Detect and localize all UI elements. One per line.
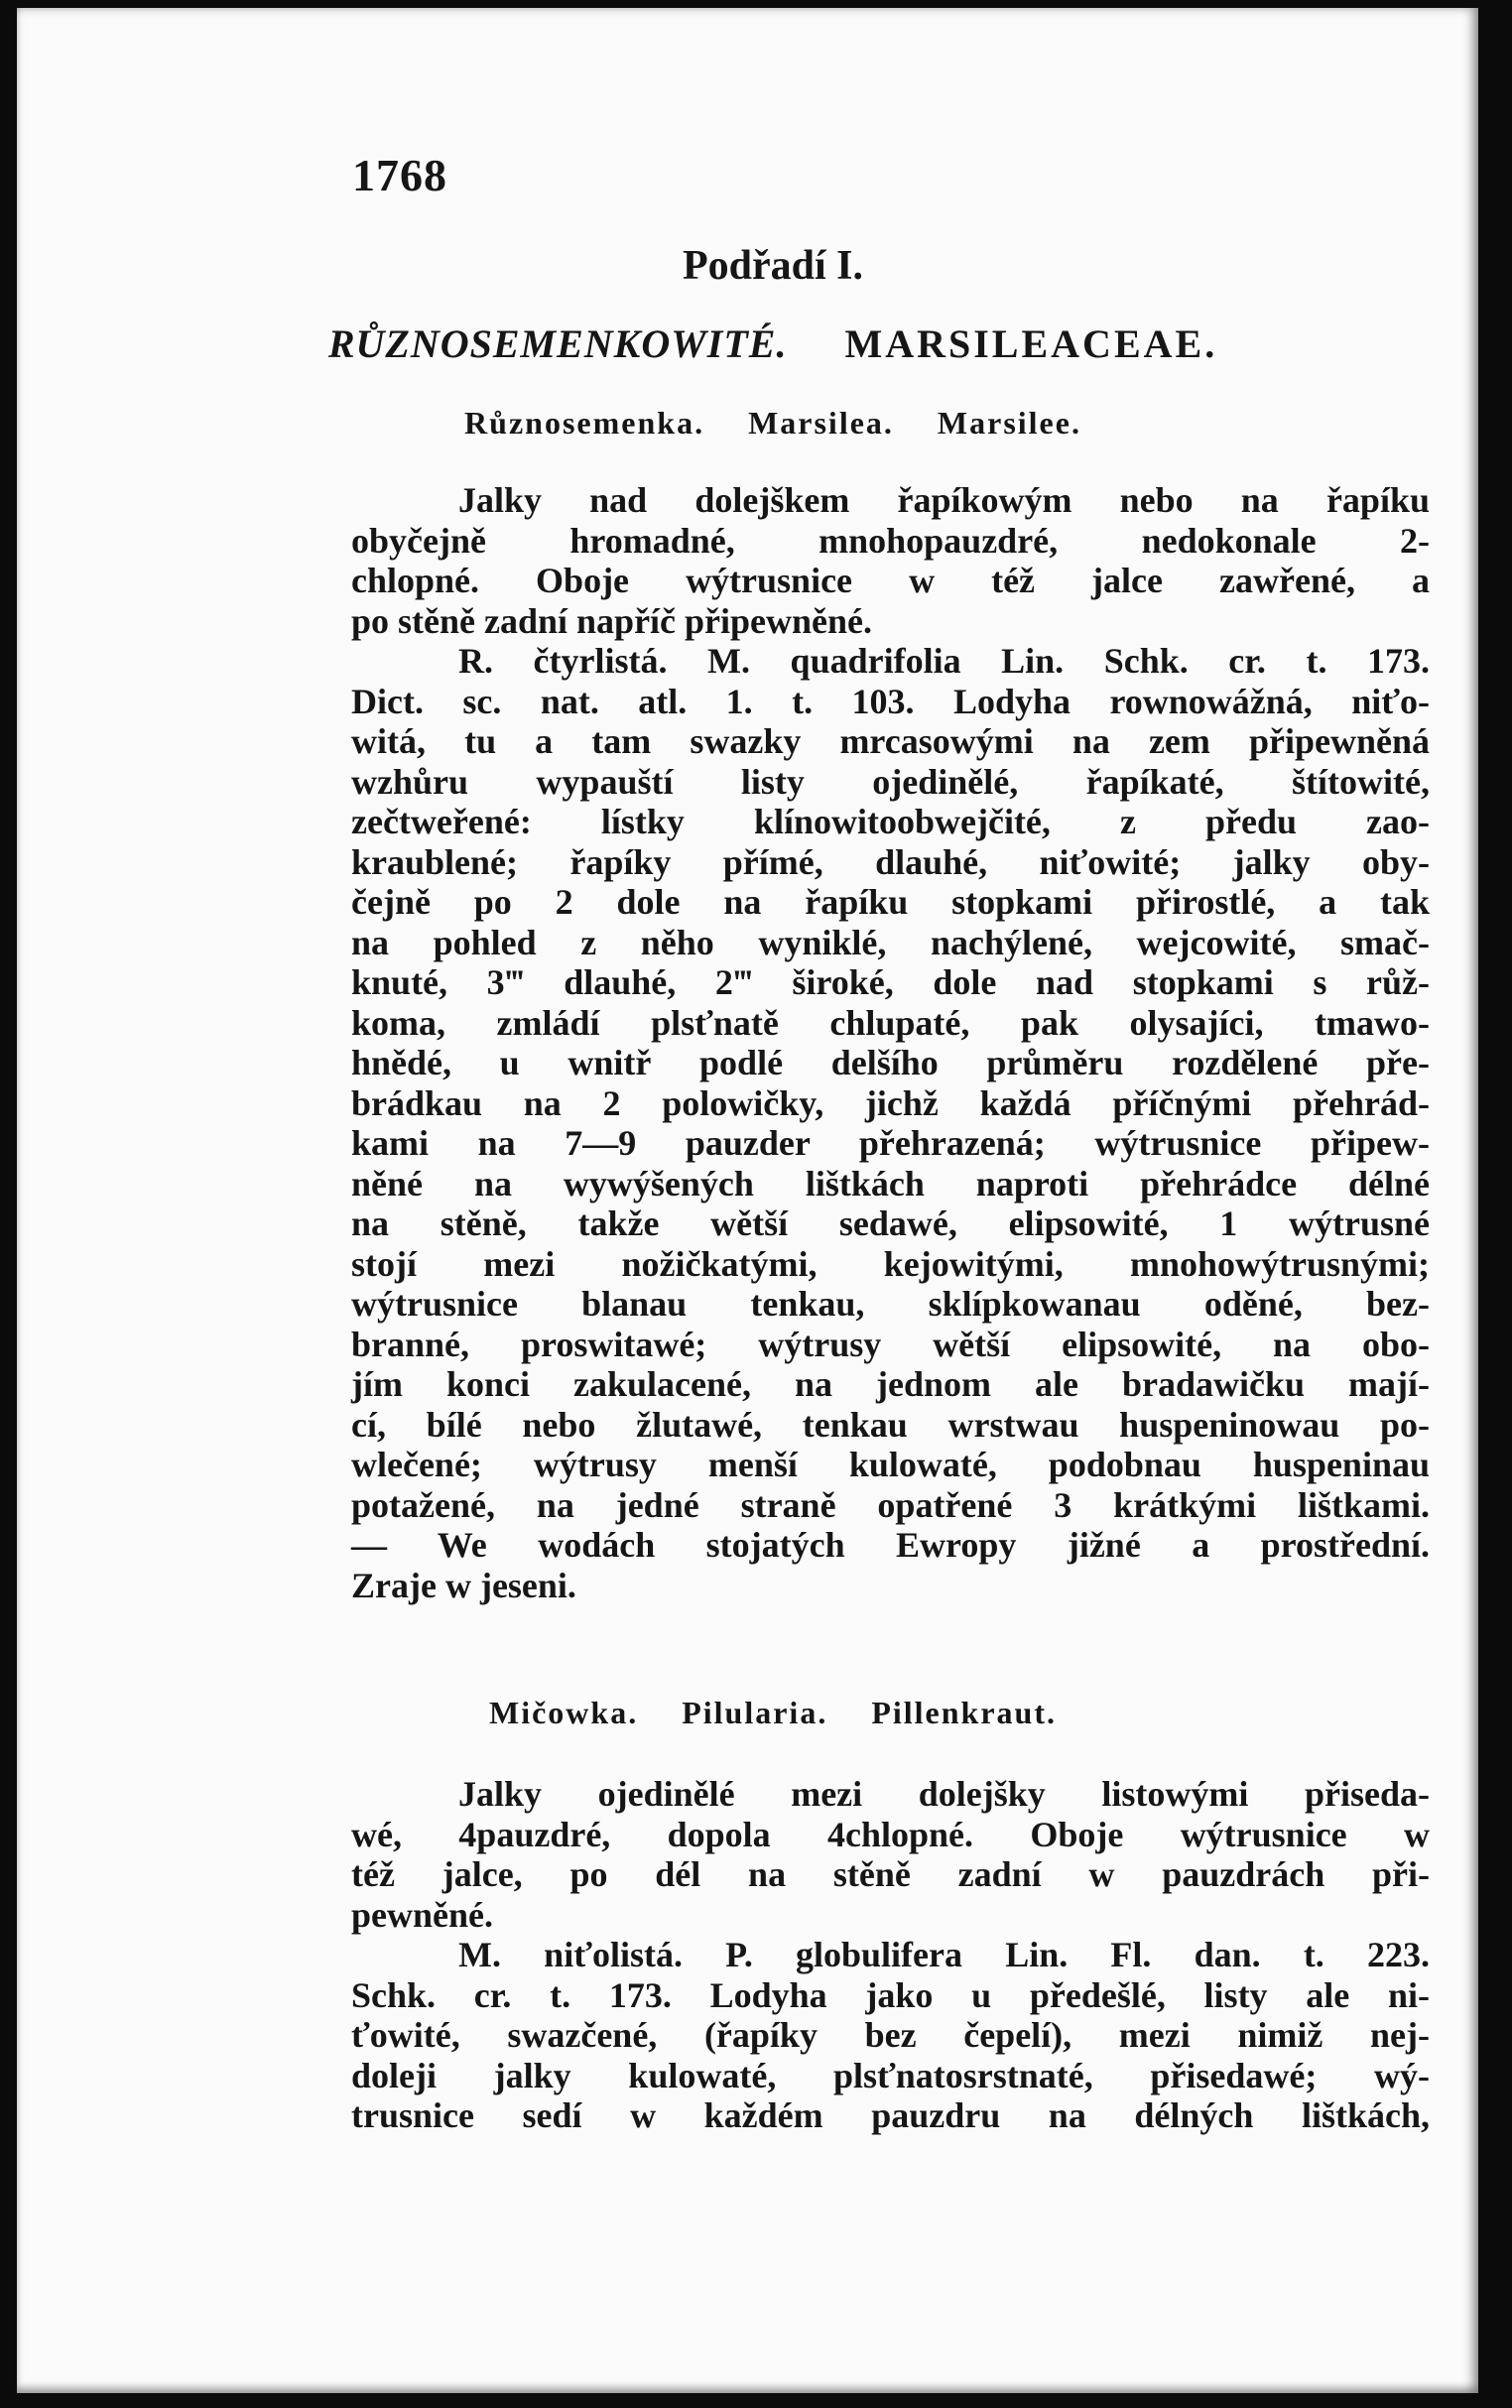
genus-heading-pilularia [17,1695,1512,1731]
text-line: trusnice sedí w každém pauzdru na délných lištkách, [351,2095,1430,2135]
text-line: na pohled z něho wyniklé, nachýlené, wejcowité, smač- [351,922,1430,962]
text-line: kraublené; řapíky přímé, dlauhé, niťowité; jalky oby- [351,841,1430,882]
text-line: čejně po 2 dole na řapíku stopkami přirostlé, a tak [351,882,1430,922]
text-line: M. niťolistá. P. globulifera Lin. Fl. dan. t. 223. [458,1935,1430,1974]
page-number: 1768 [352,150,447,200]
text-line: witá, tu a tam swazky mrcasowými na zem připewněná [351,721,1430,761]
text-line: doleji jalky kulowaté, plsťnatosrstnaté, přisedawé; wý- [351,2055,1430,2095]
text-line: hnědé, u wnitř podlé delšího průměru rozdělené pře- [351,1043,1430,1082]
text-line: potažené, na jedné straně opatřené 3 krátkými lištkami. [351,1484,1430,1525]
text-line: Schk. cr. t. 173. Lodyha jako u předešlé, listy ale ni- [351,1974,1430,2015]
book-page [17,8,1478,2393]
genus-latin-name: Marsilea. [748,405,894,441]
text-line: Zraje w jeseni. [351,1565,576,1605]
marsilea-description [351,480,1430,1605]
pilularia-description [351,1774,1430,2136]
text-line: wé, 4pauzdré, dopola 4chlopné. Oboje wýtrusnice w [351,1814,1430,1854]
text-line: obyčejně hromadné, mnohopauzdré, nedokonale 2- [351,520,1430,561]
text-line: brádkau na 2 polowičky, jichž každá příčnými přehrád- [351,1082,1430,1123]
text-line: chlopné. Oboje wýtrusnice w též jalce zawřené, a [351,561,1430,600]
text-line: knuté, 3‴ dlauhé, 2‴ široké, dole nad stopkami s růž- [351,962,1430,1002]
text-line: na stěně, takže wětší sedawé, elipsowité, 1 wýtrusné [351,1204,1430,1243]
text-line: branné, proswitawé; wýtrusy wětší elipsowité, na obo- [351,1324,1430,1364]
text-line: wlečené; wýtrusy menší kulowaté, podobnau huspeninau [351,1445,1430,1484]
genus-latin-name: Pilularia. [682,1695,828,1730]
genus-czech-name: Mičowka. [489,1695,639,1730]
suborder-heading: Podřadí I. [682,243,864,289]
text-line: stojí mezi nožičkatými, kejowitými, mnohowýtrusnými; [351,1243,1430,1284]
family-latin-name: MARSILEACEAE. [844,321,1218,366]
text-line: něné na wywýšených lištkách naproti přehrádce délné [351,1163,1430,1204]
text-line: po stěně zadní napříč připewněné. [351,600,873,641]
text-line: též jalce, po dél na stěně zadní w pauzdrách při- [351,1854,1430,1894]
text-line: pewněné. [351,1894,493,1935]
text-line: wýtrusnice blanau tenkau, sklípkowanau oděné, bez- [351,1284,1430,1324]
text-line: kami na 7—9 pauzder přehrazená; wýtrusnice připew- [351,1123,1430,1163]
family-heading [17,320,1512,367]
text-line: koma, zmládí plsťnatě chlupaté, pak olysajíci, tmawo- [351,1002,1430,1043]
text-line: cí, bílé nebo žlutawé, tenkau wrstwau huspeninowau po- [351,1404,1430,1445]
genus-german-name: Marsilee. [937,405,1081,441]
genus-czech-name: Různosemenka. [464,405,705,441]
text-line: Dict. sc. nat. atl. 1. t. 103. Lodyha rownowážná, niťo- [351,681,1430,721]
text-line: Jalky nad dolejškem řapíkowým nebo na řapíku [458,480,1430,520]
genus-german-name: Pillenkraut. [871,1695,1057,1730]
text-line: R. čtyrlistá. M. quadrifolia Lin. Schk. cr. t. 173. [458,641,1430,681]
text-line: jím konci zakulacené, na jednom ale bradawičku mají- [351,1364,1430,1404]
genus-heading-marsilea [17,405,1512,442]
text-line: zečtweřené: lístky klínowitoobwejčité, z předu zao- [351,802,1430,841]
text-line: ťowité, swazčené, (řapíky bez čepelí), mezi nimiž nej- [351,2015,1430,2055]
family-czech-name: RŮZNOSEMENKOWITÉ. [327,321,788,366]
text-line: — We wodách stojatých Ewropy jižné a prostřední. [351,1525,1430,1565]
text-line: Jalky ojedinělé mezi dolejšky listowými přiseda- [458,1774,1430,1814]
text-line: wzhůru wypauští listy ojedinělé, řapíkaté, štítowité, [351,761,1430,802]
